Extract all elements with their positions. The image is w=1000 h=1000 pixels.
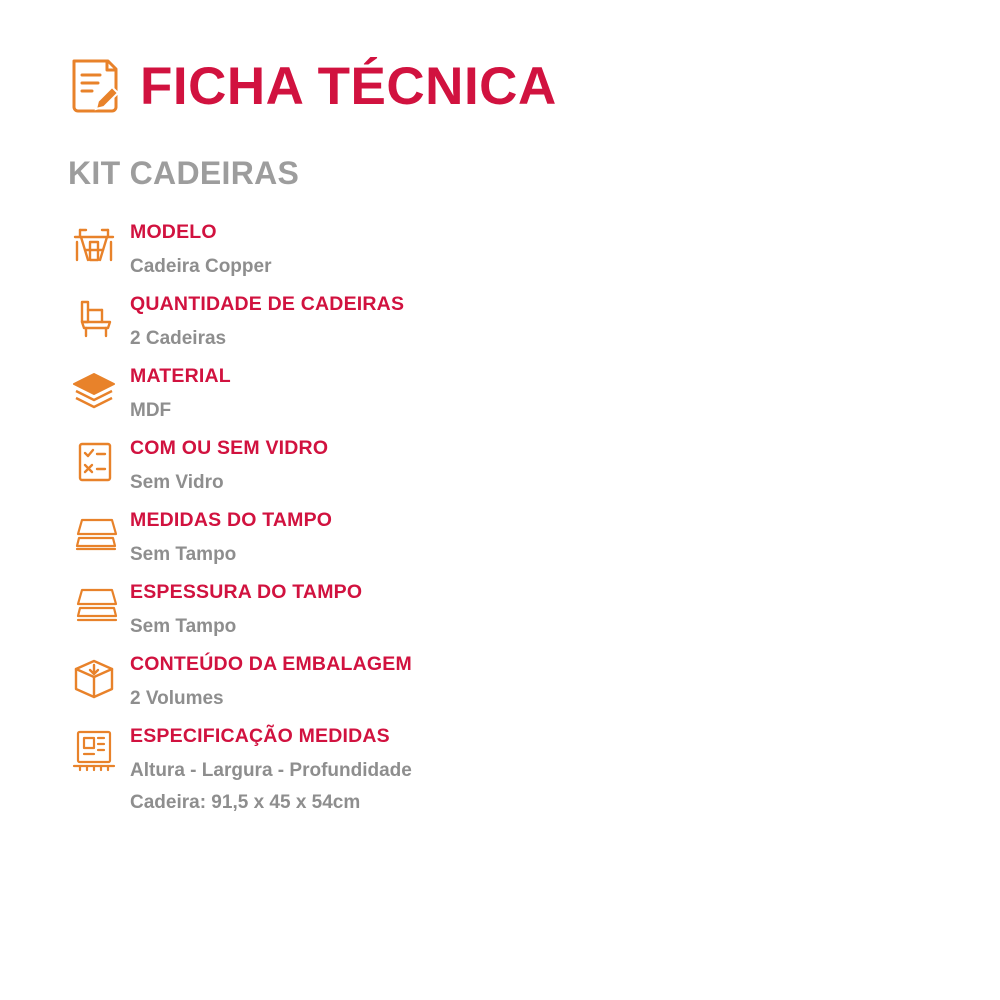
- page-header: [68, 55, 940, 117]
- spec-value: Sem Vidro: [130, 472, 224, 494]
- spec-value: Cadeira Copper: [130, 256, 272, 278]
- spec-label: MATERIAL: [130, 365, 231, 387]
- spec-value: Sem Tampo: [130, 544, 237, 566]
- spec-row: [68, 292, 940, 364]
- spec-row: [68, 724, 940, 824]
- spec-row: [68, 580, 940, 652]
- spec-value: 2 Volumes: [130, 688, 224, 710]
- spec-value: MDF: [130, 400, 172, 422]
- blueprint-ruler-icon: [68, 724, 120, 776]
- spec-label: CONTEÚDO DA EMBALAGEM: [130, 653, 412, 675]
- spec-label: MEDIDAS DO TAMPO: [130, 509, 333, 531]
- spec-value: Cadeira: 91,5 x 45 x 54cm: [130, 792, 361, 814]
- table-chairs-icon: [68, 220, 120, 272]
- spec-row: [68, 652, 940, 724]
- spec-row: [68, 508, 940, 580]
- tabletop-thickness-icon: [68, 580, 120, 632]
- spec-label: MODELO: [130, 221, 217, 243]
- spec-label: COM OU SEM VIDRO: [130, 437, 329, 459]
- spec-value: Sem Tampo: [130, 616, 237, 638]
- spec-list: [68, 220, 940, 824]
- spec-label: QUANTIDADE DE CADEIRAS: [130, 293, 405, 315]
- spec-label: ESPESSURA DO TAMPO: [130, 581, 363, 603]
- spec-value: 2 Cadeiras: [130, 328, 227, 350]
- box-icon: [68, 652, 120, 704]
- spec-row: [68, 220, 940, 292]
- spec-row: [68, 436, 940, 508]
- kit-subtitle: KIT CADEIRAS: [68, 155, 300, 191]
- spec-row: [68, 364, 940, 436]
- document-pen-icon: [68, 55, 124, 117]
- chair-icon: [68, 292, 120, 344]
- layers-icon: [68, 364, 120, 416]
- page-title: FICHA TÉCNICA: [140, 56, 557, 116]
- checklist-icon: [68, 436, 120, 488]
- tabletop-measure-icon: [68, 508, 120, 560]
- spec-label: ESPECIFICAÇÃO MEDIDAS: [130, 725, 390, 747]
- spec-value: Altura - Largura - Profundidade: [130, 760, 412, 782]
